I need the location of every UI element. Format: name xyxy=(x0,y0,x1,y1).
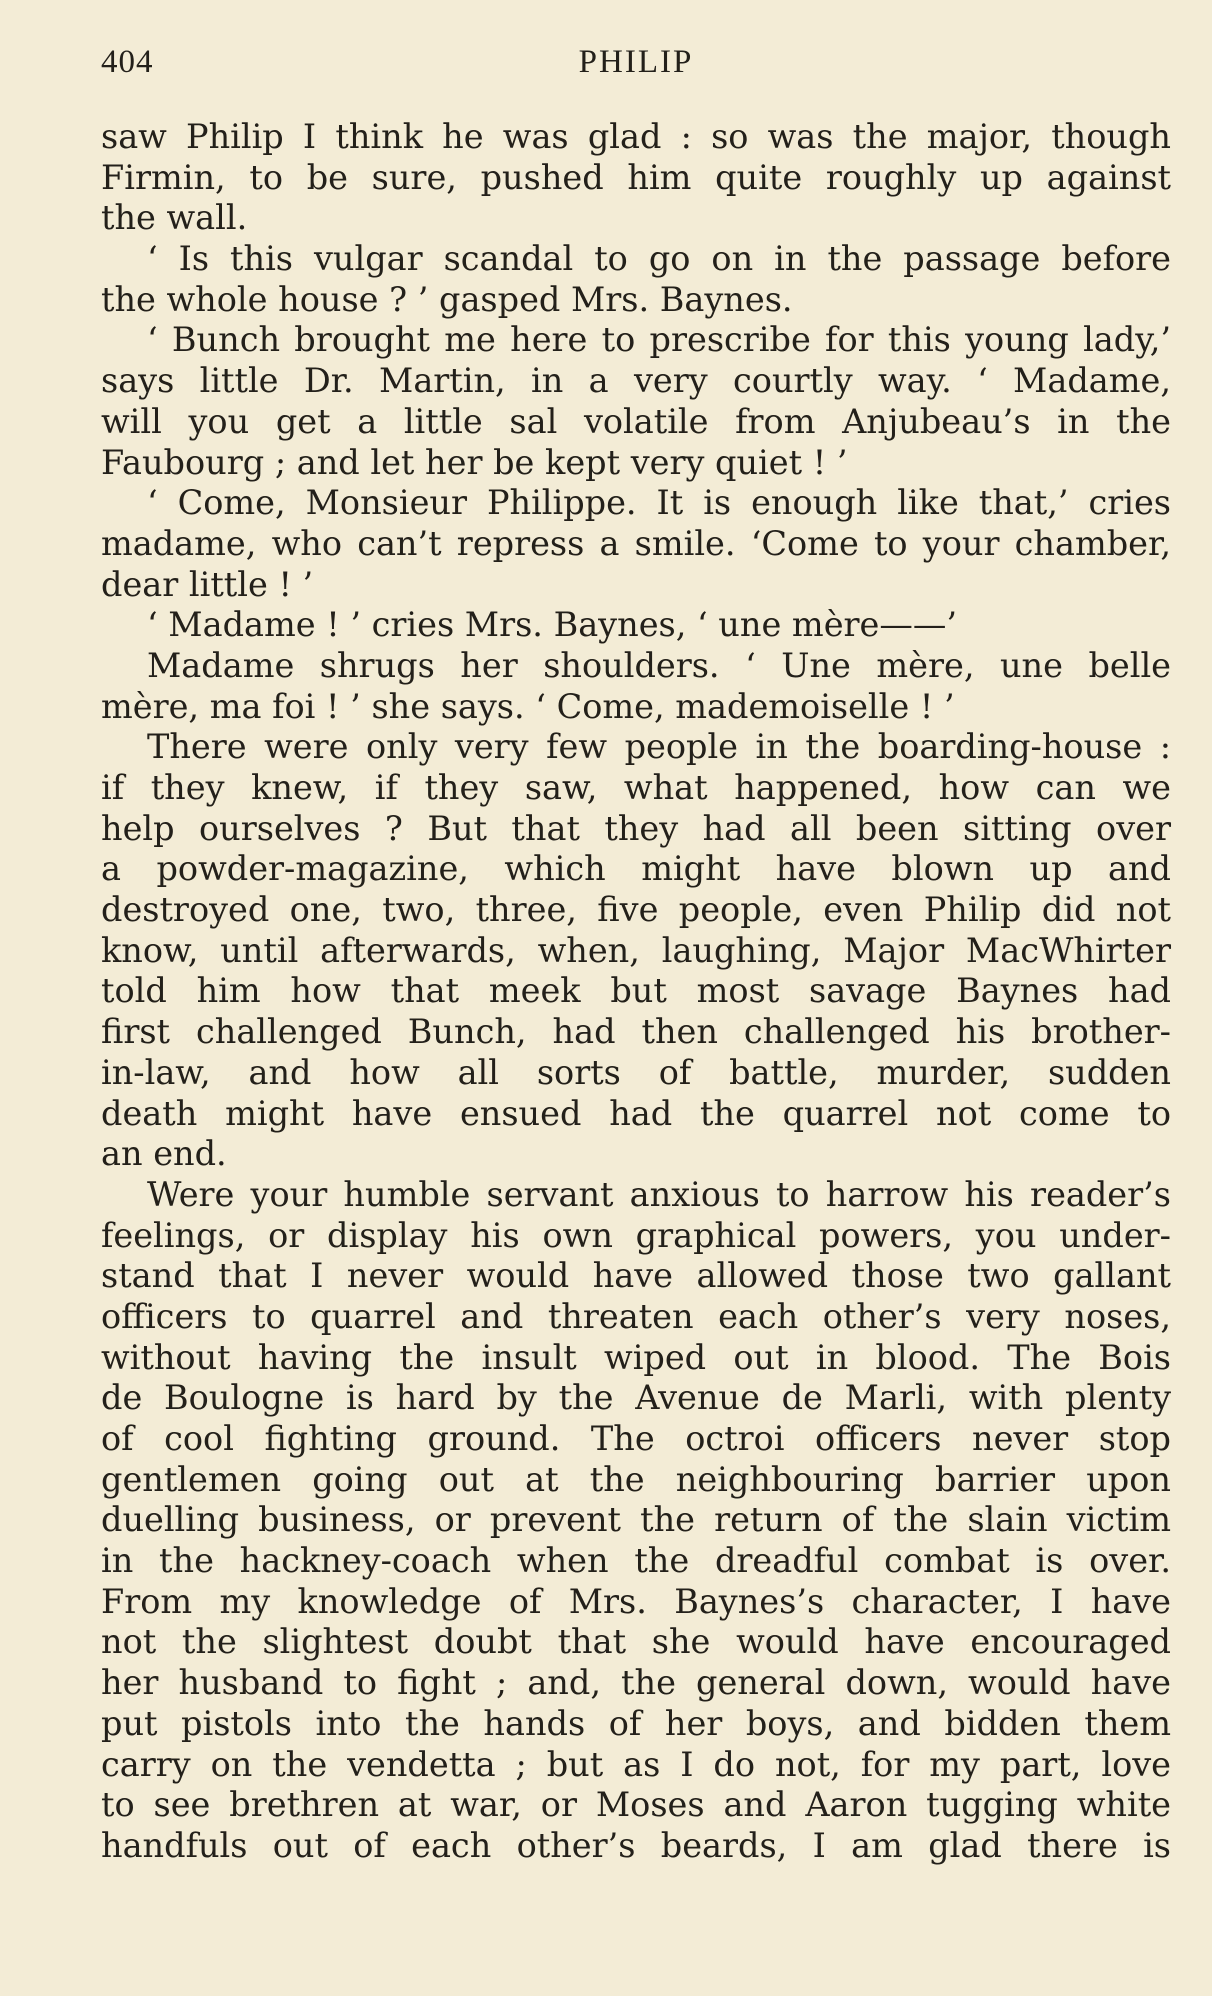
text-line: Faubourg ; and let her be kept very quiet ! ’ xyxy=(101,442,848,482)
text-line: From my knowledge of Mrs. Baynes’s character, I have xyxy=(101,1581,1171,1621)
text-line: an end. xyxy=(101,1134,227,1174)
running-title: PHILIP xyxy=(578,44,694,80)
text-line: ‘ Is this vulgar scandal to go on in the passage before xyxy=(147,239,1171,279)
text-line: will you get a little sal volatile from Anjubeau’s in the xyxy=(101,401,1171,441)
text-line: without having the insult wiped out in blood. The Bois xyxy=(101,1337,1171,1377)
text-line: a powder-magazine, which might have blown up and xyxy=(101,849,1171,889)
page-header xyxy=(101,44,1171,84)
text-line: not the slightest doubt that she would have encouraged xyxy=(101,1622,1171,1662)
text-line: ‘ Madame ! ’ cries Mrs. Baynes, ‘ une mère——’ xyxy=(147,605,958,645)
text-line: says little Dr. Martin, in a very courtly way. ‘ Madame, xyxy=(101,361,1171,401)
text-line: know, until afterwards, when, laughing, Major MacWhirter xyxy=(101,930,1171,970)
text-line: madame, who can’t repress a smile. ‘Come to your chamber, xyxy=(101,523,1171,563)
text-line: Firmin, to be sure, pushed him quite roughly up against xyxy=(101,157,1171,197)
text-line: first challenged Bunch, had then challenged his brother- xyxy=(101,1012,1171,1052)
text-line: help ourselves ? But that they had all been sitting over xyxy=(101,808,1171,848)
text-line: in-law, and how all sorts of battle, murder, sudden xyxy=(101,1052,1171,1092)
text-line: the wall. xyxy=(101,198,248,238)
text-line: to see brethren at war, or Moses and Aaron tugging white xyxy=(101,1785,1171,1825)
body-text xyxy=(101,117,1171,1867)
text-line: Madame shrugs her shoulders. ‘ Une mère, une belle xyxy=(147,645,1171,685)
text-line: There were only very few people in the boarding-house : xyxy=(147,727,1171,767)
text-line: ‘ Come, Monsieur Philippe. It is enough like that,’ cries xyxy=(147,483,1171,523)
text-line: destroyed one, two, three, five people, even Philip did not xyxy=(101,890,1171,930)
text-line: death might have ensued had the quarrel not come to xyxy=(101,1093,1171,1133)
text-line: duelling business, or prevent the return of the slain victim xyxy=(101,1500,1171,1540)
text-line: stand that I never would have allowed those two gallant xyxy=(101,1256,1171,1296)
text-line: told him how that meek but most savage Baynes had xyxy=(101,971,1171,1011)
text-line: her husband to fight ; and, the general down, would have xyxy=(101,1663,1171,1703)
text-line: gentlemen going out at the neighbouring barrier upon xyxy=(101,1459,1171,1499)
page-number: 404 xyxy=(101,44,154,80)
text-line: of cool fighting ground. The octroi officers never stop xyxy=(101,1419,1171,1458)
text-line: ‘ Bunch brought me here to prescribe for this young lady,’ xyxy=(147,320,1171,360)
text-line: put pistols into the hands of her boys, and bidden them xyxy=(101,1703,1171,1743)
text-line: carry on the vendetta ; but as I do not, for my part, love xyxy=(101,1744,1171,1784)
text-line: saw Philip I think he was glad : so was the major, though xyxy=(101,117,1171,156)
text-line: mère, ma foi ! ’ she says. ‘ Come, mademoiselle ! ’ xyxy=(101,686,955,726)
text-line: de Boulogne is hard by the Avenue de Marli, with plenty xyxy=(101,1378,1171,1418)
text-line: the whole house ? ’ gasped Mrs. Baynes. xyxy=(101,279,793,319)
text-line: Were your humble servant anxious to harrow his reader’s xyxy=(147,1174,1171,1214)
text-line: in the hackney-coach when the dreadful combat is over. xyxy=(101,1541,1171,1581)
text-line: feelings, or display his own graphical powers, you under- xyxy=(101,1215,1171,1255)
text-line: handfuls out of each other’s beards, I am glad there is xyxy=(101,1825,1171,1865)
text-line: officers to quarrel and threaten each other’s very noses, xyxy=(101,1296,1171,1336)
text-line: dear little ! ’ xyxy=(101,564,314,604)
text-line: if they knew, if they saw, what happened, how can we xyxy=(101,768,1171,807)
